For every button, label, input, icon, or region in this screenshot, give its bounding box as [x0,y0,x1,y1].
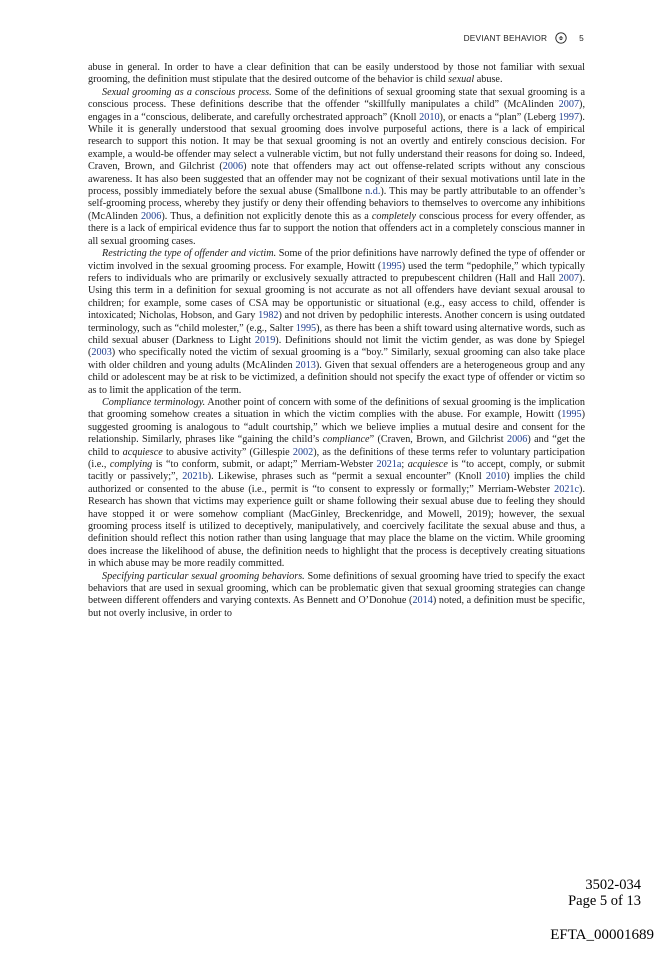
citation-link[interactable]: 2002 [292,446,314,458]
paragraph: Specifying particular sexual grooming behaviors. Some definitions of sexual grooming have tried to specify the exact behaviors that are used in sexual grooming, which can be problematic given that sexual grooming strategies can change between different offenders and varying contexts. As Bennett and O’Donohue (2014) noted, a definition must be specific, but not overly inclusive, in order to [88,570,586,619]
citation-link[interactable]: 1995 [561,409,582,421]
citation-link[interactable]: 2007 [558,99,580,111]
citation-link[interactable]: 2019 [254,334,276,346]
crossmark-icon [555,32,567,44]
citation-link[interactable]: 2013 [295,359,316,371]
citation-link[interactable]: 2021c [554,483,580,495]
journal-title: DEVIANT BEHAVIOR [463,33,548,43]
citation-link[interactable]: 1997 [558,111,580,123]
citation-link[interactable]: 2006 [506,434,528,446]
bates-number: EFTA_00001689 [550,927,654,943]
paragraph: Restricting the type of offender and victim. Some of the prior definitions have narrowly defined the type of offender or victim involved in the sexual grooming process. For example, Howitt (1995) used the term “pedophile,” which typically refers to individuals who are primarily or exclusively sexually attracted to prepubescent children (Hall and Hall 2007). Using this term in a definition for sexual grooming is not accurate as not all offenders have deviant sexual arousal to children; for example, some cases of CSA may be opportunistic or situational (e.g., easy access to child, offender is intoxicated; Nicholas, Hobson, and Gary 1982) and not driven by pedophilic interests. Another concern is using outdated terminology, such as “child molester,” (e.g., Salter 1995), as there has been a shift toward using alternative words, such as child sexual abuser (Darkness to Light 2019). Definitions should not limit the victim gender, as was done by Spiegel (2003) who specifically noted the victim of sexual grooming is a “boy.” Similarly, sexual grooming can also take place with older children and young adults (McAlinden 2013). Given that sexual offenders are a heterogeneous group and any child or adolescent may be at risk to be victimized, a definition should not specify the exact type of offender or victim so as to limit the application of the term. [88,248,586,396]
section-heading: Compliance terminology. [102,396,206,408]
citation-link[interactable]: 2010 [419,111,440,123]
paragraph: Compliance terminology. Another point of concern with some of the definitions of sexual grooming is the implication that grooming somehow creates a situation in which the victim complies with the abuse. For example, Howitt (1995) suggested grooming is analogous to “adult courtship,” which we believe implies a mutual desire and consent for the relationship. Similarly, phrases like “gaining the child’s compliance” (Craven, Brown, and Gilchrist 2006) and “get the child to acquiesce to abusive activity” (Gillespie 2002), as the definitions of these terms refer to voluntary participation (i.e., complying is “to conform, submit, or adapt;” Merriam-Webster 2021a; acquiesce is “to accept, comply, or submit tacitly or passively;”, 2021b). Likewise, phrases such as “permit a sexual encounter” (Knoll 2010) implies the child authorized or consented to the abuse (i.e., permit is “to consent to expressly or formally;” Merriam-Webster 2021c). Research has shown that victims may experience guilt or shame following their sexual abuse due to feeling they should have stopped it or were somehow compliant (MacGinley, Breckenridge, and Mowell, 2019); however, the sexual grooming process itself is utilized to deceptively, manipulatively, and coercively facilitate the sexual abuse and thus, a definition should reflect this notion rather than using language that may place the blame on the victim. While grooming does increase the likelihood of abuse, the definition needs to highlight that the process is deceptively creating situations in which abuse may be more readily committed. [88,396,586,570]
paragraph: Sexual grooming as a conscious process. Some of the definitions of sexual grooming state that sexual grooming is a conscious process. These definitions describe that the offender “skillfully manipulates a child” (McAlinden 2007), engages in a “conscious, deliberate, and carefully orchestrated approach” (Knoll 2010), or enacts a “plan” (Leberg 1997). While it is generally understood that sexual grooming does involve purposeful actions, there is a lack of empirical research to support this notion. It may be that sexual grooming is not an overtly and entirely conscious decision. For example, a would-be offender may select a vulnerable victim, but not fully understand their reasons for doing so. Indeed, Craven, Brown, and Gilchrist (2006) note that offenders may act out offense-related scripts without any conscious awareness. It has also been suggested that an offender may not be cognizant of their sexual motivations until late in the process, possibly immediately before the sexual abuse (Smallbone n.d.). This may be partly attributable to an offender’s self-grooming process, whereby they justify or deny their offending behaviors to themselves to overcome any inhibitions (McAlinden 2006). Thus, a definition not explicitly denote this as a completely conscious process for every offender, as there is a lack of empirical evidence thus far to support the notion that offenders act in a completely conscious manner in all sexual grooming cases. [88,86,585,247]
citation-link[interactable]: n.d. [365,186,381,198]
header-page-number: 5 [579,33,584,43]
page-label: Page 5 of 13 [568,893,641,909]
running-header [464,31,584,45]
paragraph: abuse in general. In order to have a clear definition that can be easily understood by those not familiar with sexual grooming, the definition must stipulate that the desired outcome of the behavior is child sexual abuse. [88,62,585,86]
section-heading: Restricting the type of offender and victim. [102,248,277,260]
section-heading: Specifying particular sexual grooming behaviors. [102,570,305,582]
citation-link[interactable]: 2010 [485,471,507,483]
citation-link[interactable]: 2021b [182,471,208,483]
citation-link[interactable]: 2014 [412,595,433,607]
citation-link[interactable]: 1995 [295,322,317,334]
citation-link[interactable]: 2006 [140,210,162,222]
article-body [88,62,585,620]
section-heading: Sexual grooming as a conscious process. [102,86,272,98]
citation-link[interactable]: 2003 [91,347,112,359]
page-footer [568,877,641,909]
citation-link[interactable]: 1982 [258,310,279,322]
citation-link[interactable]: 1995 [381,260,402,272]
citation-link[interactable]: 2006 [222,161,244,173]
document-id: 3502-034 [585,877,641,893]
citation-link[interactable]: 2007 [558,272,580,284]
citation-link[interactable]: 2021a [376,459,402,470]
